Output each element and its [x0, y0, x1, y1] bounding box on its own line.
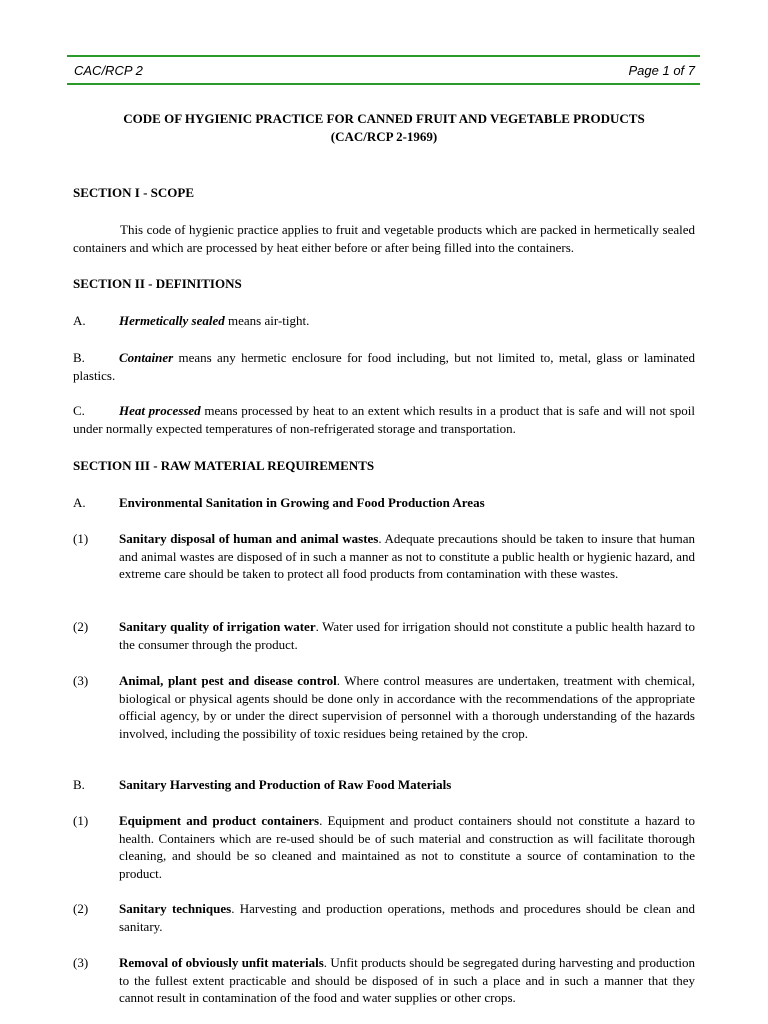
item-a3-title: Animal, plant pest and disease control	[119, 673, 337, 688]
definition-a	[73, 312, 695, 330]
header-document-code: CAC/RCP 2	[74, 63, 143, 78]
document-title	[73, 110, 695, 145]
item-b1-number: (1)	[73, 813, 89, 828]
definition-a-term: Hermetically sealed	[119, 313, 225, 328]
definition-b-term: Container	[119, 350, 174, 365]
item-b3-text: . Unfit products should be segregated during harvesting and production to the fullest extent practicable and should be disposed of in such a place and in such a manner that they cannot result in contamination of the food and water supplies or other crops.	[119, 955, 695, 1005]
item-a3-text: . Where control measures are undertaken, treatment with chemical, biological or physical agents should be done only in accordance with the recommendations of the appropriate official agency, by or under the direct supervision of personnel with a thorough understanding of the hazards involved, including the possibility of toxic residues being retained by the crop.	[119, 673, 695, 741]
item-b1	[73, 812, 695, 882]
subsection-a-label: A.	[73, 495, 86, 510]
definition-b-text: means any hermetic enclosure for food including, but not limited to, metal, glass or laminated plastics.	[73, 350, 695, 383]
item-b1-title: Equipment and product containers	[119, 813, 320, 828]
title-line-1: CODE OF HYGIENIC PRACTICE FOR CANNED FRUIT AND VEGETABLE PRODUCTS	[123, 111, 645, 126]
item-b2-number: (2)	[73, 901, 89, 916]
item-a3-number: (3)	[73, 673, 89, 688]
item-a2-number: (2)	[73, 619, 89, 634]
item-b2-text: . Harvesting and production operations, methods and procedures should be clean and sanitary.	[119, 901, 695, 934]
item-b3-number: (3)	[73, 955, 89, 970]
title-line-2: (CAC/RCP 2-1969)	[330, 128, 438, 144]
item-a2-title: Sanitary quality of irrigation water	[119, 619, 316, 634]
definition-c-text: means processed by heat to an extent which results in a product that is safe and will not spoil under normally expected temperatures of non-refrigerated storage and transportation.	[73, 403, 695, 436]
definition-c-label: C.	[73, 403, 85, 418]
subsection-b	[73, 776, 695, 794]
item-b3	[73, 954, 695, 1007]
item-a2	[73, 618, 695, 653]
item-a1-text: . Adequate precautions should be taken to insure that human and animal wastes are disposed of in such a manner as not to constitute a public health or hygienic hazard, and extreme care should be taken to protect all food products from contamination with these wastes.	[119, 531, 695, 581]
section-3-heading: SECTION III - RAW MATERIAL REQUIREMENTS	[73, 458, 375, 473]
item-b2-title: Sanitary techniques	[119, 901, 232, 916]
item-b1-text: . Equipment and product containers should not constitute a hazard to health. Containers which are re-used should be of such material and construction as will facilitate thorough cleaning, and should be so cleaned and maintained as not to constitute a source of contamination to the product.	[119, 813, 695, 881]
item-a1	[73, 530, 695, 583]
definition-a-label: A.	[73, 313, 86, 328]
definition-b	[73, 349, 695, 384]
section-2-heading: SECTION II - DEFINITIONS	[73, 276, 242, 291]
item-a1-number: (1)	[73, 531, 89, 546]
definition-b-label: B.	[73, 350, 85, 365]
subsection-a-title: Environmental Sanitation in Growing and Food Production Areas	[119, 495, 485, 510]
subsection-b-title: Sanitary Harvesting and Production of Raw Food Materials	[119, 777, 452, 792]
item-a2-text: . Water used for irrigation should not constitute a public health hazard to the consumer through the product.	[119, 619, 695, 652]
definition-c	[73, 402, 695, 437]
definition-c-term: Heat processed	[119, 403, 201, 418]
item-b3-title: Removal of obviously unfit materials	[119, 955, 324, 970]
item-a1-title: Sanitary disposal of human and animal wastes	[119, 531, 379, 546]
item-b2	[73, 900, 695, 935]
page-header	[67, 55, 700, 85]
subsection-b-label: B.	[73, 777, 85, 792]
subsection-a	[73, 494, 695, 512]
section-1-body: This code of hygienic practice applies to fruit and vegetable products which are packed in hermetically sealed containers and which are processed by heat either before or after being filled into the containers.	[73, 222, 695, 255]
header-page-number: Page 1 of 7	[628, 63, 695, 78]
section-1-heading: SECTION I - SCOPE	[73, 185, 194, 200]
item-a3	[73, 672, 695, 742]
definition-a-text: means air-tight.	[224, 313, 310, 328]
